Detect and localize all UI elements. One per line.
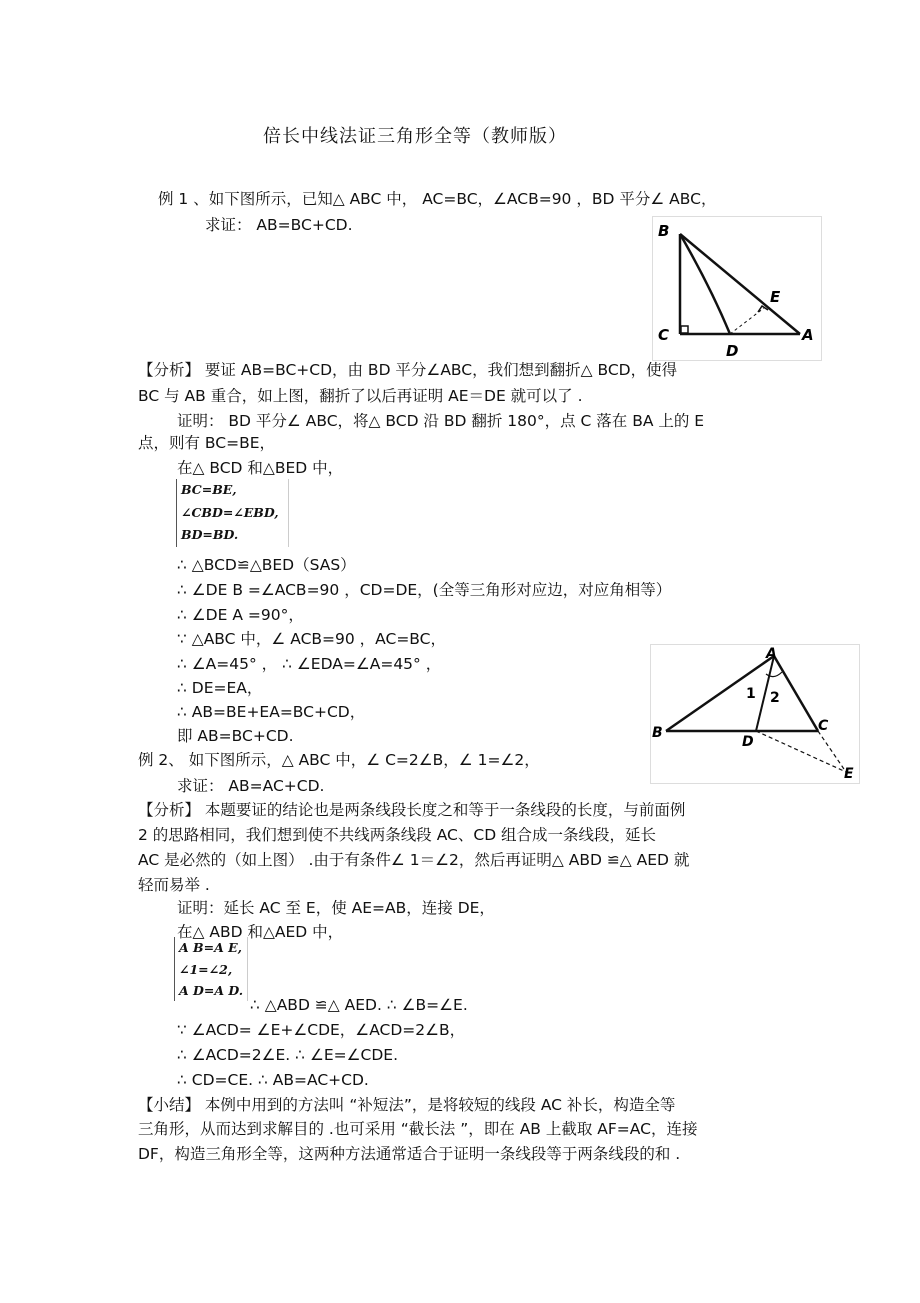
label-D: D <box>726 342 739 360</box>
system1-line2: ∠CBD=∠EBD, <box>181 505 279 520</box>
label-E: E <box>770 288 781 306</box>
label-2: 2 <box>770 690 780 706</box>
label-C2: C <box>818 718 829 734</box>
system1-line3: BD=BD. <box>181 527 239 542</box>
example1-step3: ∴ ∠DE A =90°， <box>177 606 304 624</box>
example2-step4: ∴ CD=CE. ∴ AB=AC+CD. <box>177 1071 369 1089</box>
example2-step1: ∴ △ABD ≌△ AED. ∴ ∠B=∠E. <box>250 996 468 1014</box>
example1-proof-line2: 点，则有 BC=BE， <box>138 434 276 452</box>
example2-analysis-line2: 2 的思路相同，我们想到使不共线两条线段 AC、CD 组合成一条线段，延长 <box>138 826 657 844</box>
example1-step4: ∵ △ABC 中，∠ ACB=90 ，AC=BC， <box>177 630 446 648</box>
example1-statement: 例 1 、如下图所示，已知△ ABC 中， AC=BC，∠ACB=90 ，BD 平分∠ ABC， <box>158 190 717 208</box>
label-C: C <box>658 326 670 344</box>
example2-analysis-line4: 轻而易举 . <box>138 876 210 894</box>
example1-proof-line1: 证明： BD 平分∠ ABC，将△ BCD 沿 BD 翻折 180°，点 C 落在 BA 上的 E <box>177 412 705 430</box>
example1-proof-line3: 在△ BCD 和△BED 中， <box>177 459 344 477</box>
example2-analysis-line1: 【分析】 本题要证的结论也是两条线段长度之和等于一条线段的长度，与前面例 <box>138 801 686 819</box>
system2-line3: A D=A D. <box>179 983 244 998</box>
label-D2: D <box>742 734 754 750</box>
figure-1-triangle <box>652 216 822 361</box>
system2-line1: A B=A E, <box>179 940 243 955</box>
example2-proof-line2: 在△ ABD 和△AED 中， <box>177 923 344 941</box>
label-B: B <box>658 222 670 240</box>
example1-step2: ∴ ∠DE B =∠ACB=90 ，CD=DE，(全等三角形对应边，对应角相等） <box>177 581 672 599</box>
example1-equation-system <box>176 479 289 547</box>
example2-equation-system <box>174 937 248 1001</box>
example2-goal: 求证： AB=AC+CD. <box>177 777 325 795</box>
system1-line1: BC=BE, <box>181 482 237 497</box>
example1-step8: 即 AB=BC+CD. <box>177 727 294 745</box>
label-A: A <box>802 326 814 344</box>
summary-line1: 【小结】 本例中用到的方法叫 “补短法”，是将较短的线段 AC 补长，构造全等 <box>138 1096 676 1114</box>
example1-goal: 求证： AB=BC+CD. <box>205 216 353 234</box>
label-B2: B <box>652 725 663 741</box>
label-A2: A <box>766 646 777 662</box>
example1-step5: ∴ ∠A=45° ， ∴ ∠EDA=∠A=45° ， <box>177 655 442 673</box>
example2-step3: ∴ ∠ACD=2∠E. ∴ ∠E=∠CDE. <box>177 1046 399 1064</box>
label-1: 1 <box>746 686 756 702</box>
page-title: 倍长中线法证三角形全等（教师版） <box>263 126 567 147</box>
summary-line3: DF，构造三角形全等，这两种方法通常适合于证明一条线段等于两条线段的和 . <box>138 1145 681 1163</box>
example1-analysis-line2: BC 与 AB 重合，如上图，翻折了以后再证明 AE＝DE 就可以了 . <box>138 387 583 405</box>
example1-step6: ∴ DE=EA， <box>177 679 263 697</box>
example2-proof-line1: 证明：延长 AC 至 E，使 AE=AB，连接 DE， <box>177 899 495 917</box>
example2-statement: 例 2、 如下图所示，△ ABC 中，∠ C=2∠B，∠ 1=∠2， <box>138 751 540 769</box>
system2-line2: ∠1=∠2, <box>179 962 233 977</box>
label-E2: E <box>844 766 854 782</box>
example1-step1: ∴ △BCD≌△BED（SAS） <box>177 556 356 574</box>
example1-analysis-line1: 【分析】 要证 AB=BC+CD，由 BD 平分∠ABC，我们想到翻折△ BCD，使得 <box>138 361 678 379</box>
example2-analysis-line3: AC 是必然的（如上图） .由于有条件∠ 1＝∠2，然后再证明△ ABD ≌△ AED 就 <box>138 851 690 869</box>
figure-2-triangle <box>650 644 860 784</box>
example1-step7: ∴ AB=BE+EA=BC+CD， <box>177 703 366 721</box>
example2-step2: ∵ ∠ACD= ∠E+∠CDE，∠ACD=2∠B， <box>177 1021 466 1039</box>
summary-line2: 三角形，从而达到求解目的 .也可采用 “截长法 ”，即在 AB 上截取 AF=AC，连接 <box>138 1120 698 1138</box>
